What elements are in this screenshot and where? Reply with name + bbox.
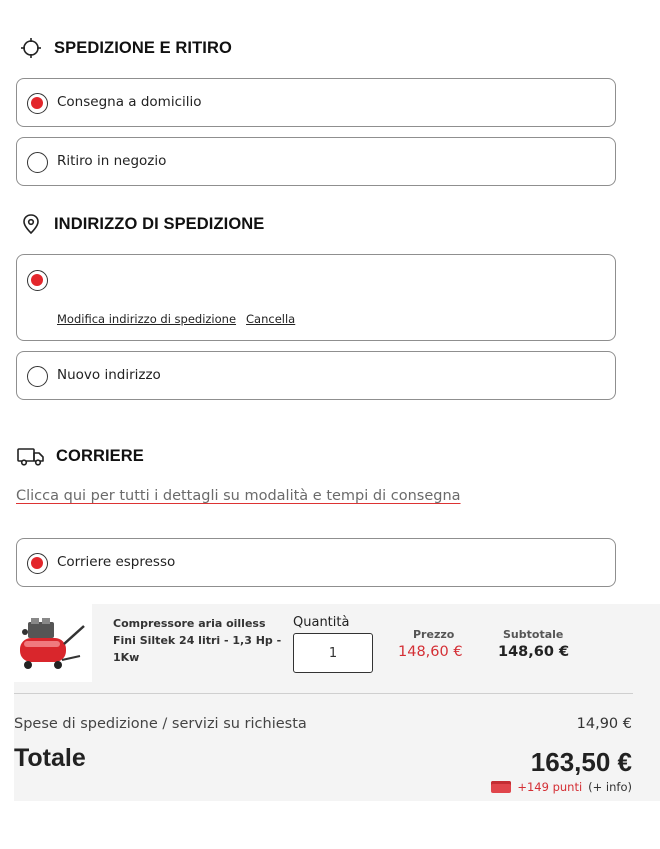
product-image[interactable] [14,604,92,682]
total-label: Totale [14,744,86,772]
loyalty-points [491,780,632,794]
subtotal-label: Subtotale [503,628,564,641]
shipping-cost-value: 14,90 € [576,716,632,732]
address-actions [57,312,295,326]
price-label: Prezzo [413,628,455,641]
home-delivery-label: Consegna a domicilio [57,94,202,110]
express-courier-radio[interactable] [27,553,48,574]
store-pickup-radio[interactable] [27,152,48,173]
express-courier-option[interactable] [16,538,616,587]
subtotal-value: 148,60 € [498,644,570,660]
shipping-cost-label: Spese di spedizione / servizi su richiesta [14,716,307,732]
air-compressor-image [14,604,92,682]
points-text: +149 punti [517,780,583,794]
saved-address-option[interactable] [16,254,616,341]
option-home-delivery[interactable] [16,78,616,127]
cancel-address-link[interactable]: Cancella [246,312,296,326]
points-info-link[interactable]: (+ info) [588,780,632,794]
quantity-input[interactable] [293,633,373,673]
courier-section-title: CORRIERE [56,446,144,465]
price-value: 148,60 € [398,644,463,660]
map-pin-icon [18,211,44,237]
courier-section-header [16,443,144,469]
summary-divider [14,693,633,694]
total-value: 163,50 € [530,747,632,777]
address-section-title: INDIRIZZO DI SPEDIZIONE [54,214,265,233]
shipping-section-title: SPEDIZIONE E RITIRO [54,38,232,57]
product-name[interactable]: Compressore aria oilless Fini Siltek 24 litri - 1,3 Hp - 1Kw [113,617,282,664]
new-address-label: Nuovo indirizzo [57,367,161,383]
address-section-header [18,211,264,237]
cart-summary [14,604,660,801]
shipping-section-header [18,35,232,61]
new-address-radio[interactable] [27,366,48,387]
loyalty-card-icon [491,781,511,793]
edit-address-link[interactable]: Modifica indirizzo di spedizione [57,312,237,326]
saved-address-radio[interactable] [27,270,48,291]
truck-icon [16,443,46,469]
store-pickup-label: Ritiro in negozio [57,153,167,169]
home-delivery-radio[interactable] [27,93,48,114]
new-address-option[interactable] [16,351,616,400]
option-store-pickup[interactable] [16,137,616,186]
quantity-label: Quantità [293,615,350,630]
delivery-info-link[interactable]: Clicca qui per tutti i dettagli su modalità e tempi di consegna [16,488,461,504]
crosshair-icon [18,35,44,61]
express-courier-label: Corriere espresso [57,554,176,570]
